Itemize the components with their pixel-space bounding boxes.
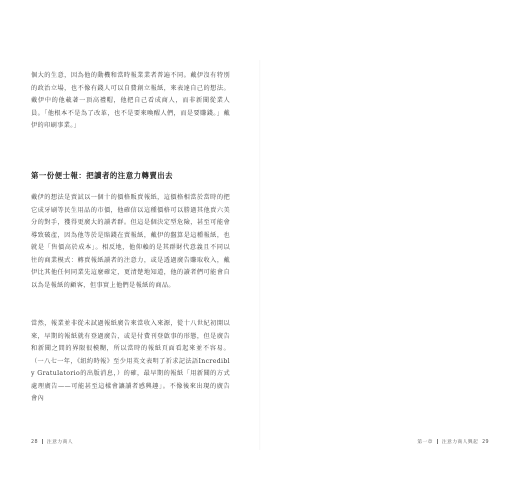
left-bottom-paragraph: 當然，報業並非從未試過報紙廣告來當收入來源，從十八世紀初開以來，早期的報紙就有登過廣告，或是付費刊登啟事的形態，但是廣告和新聞之間的界限很模糊，所以當時的報紙頁面看起來並不容易。（一八七一年，《紐約時報》至少用英文表明了祈求記法語Incredibly Gratulatorio的出版消息，）的確，最早期的報紙「用新聞的方式處理廣告——可能甚至這樣會讓讀者感興趣」。不像後來出現的廣告會內 (31, 320, 230, 402)
left-folio (31, 438, 73, 445)
left-top-paragraph: 個大的生意，因為他的動機和當時報業業者普遍不同。戴伊沒有特別的政治立場，也不像有錢人可以自費創立報紙，來表達自己的想法。戴伊中的他載著一頂高禮帽，他把自己看成商人，而非新聞從業人員。「他根本不是為了改革，也不是要來喚醒人們，而是要賺錢。」戴伊的印刷事業。」 (31, 72, 230, 129)
left-middle-paragraph: 戴伊的想法是賣試以一個十的價格販賣報紙，這價格相當於當時的把它成牙刷等民生用品的市價，他確信以這種價格可以勝過其他賣六美分的對手，獲得更廣大的讀者群。但這是個決定型危險，甚至可能會導致破產，因為他等於是賠錢在賣報紙，戴伊的盤算是這種報紙，也就是「售價高於成本」。相反地，他仰賴的是其群財代意義且不同以往的商業模式：轉賣報紙讀者的注意力，或是透過廣告賺取收入，戴伊比其他任何同業先這麼確定，更清楚地知道，他的讀者們可能會自以為是報紙的顧客，但事實上他們是報紙的商品。 (31, 194, 230, 289)
folio-separator (437, 439, 438, 444)
right-running-title: 注意力商人興起 (441, 440, 479, 445)
left-section-heading: 第一份便士報：把讀者的注意力轉賣出去 (31, 171, 174, 180)
right-chapter-label: 第一章 (417, 440, 433, 445)
left-page-number: 28 (31, 440, 38, 445)
right-page (260, 0, 520, 500)
folio-separator (42, 439, 43, 444)
right-folio (417, 438, 489, 445)
right-page-number: 29 (482, 440, 489, 445)
left-running-title: 注意力商人 (46, 440, 73, 445)
